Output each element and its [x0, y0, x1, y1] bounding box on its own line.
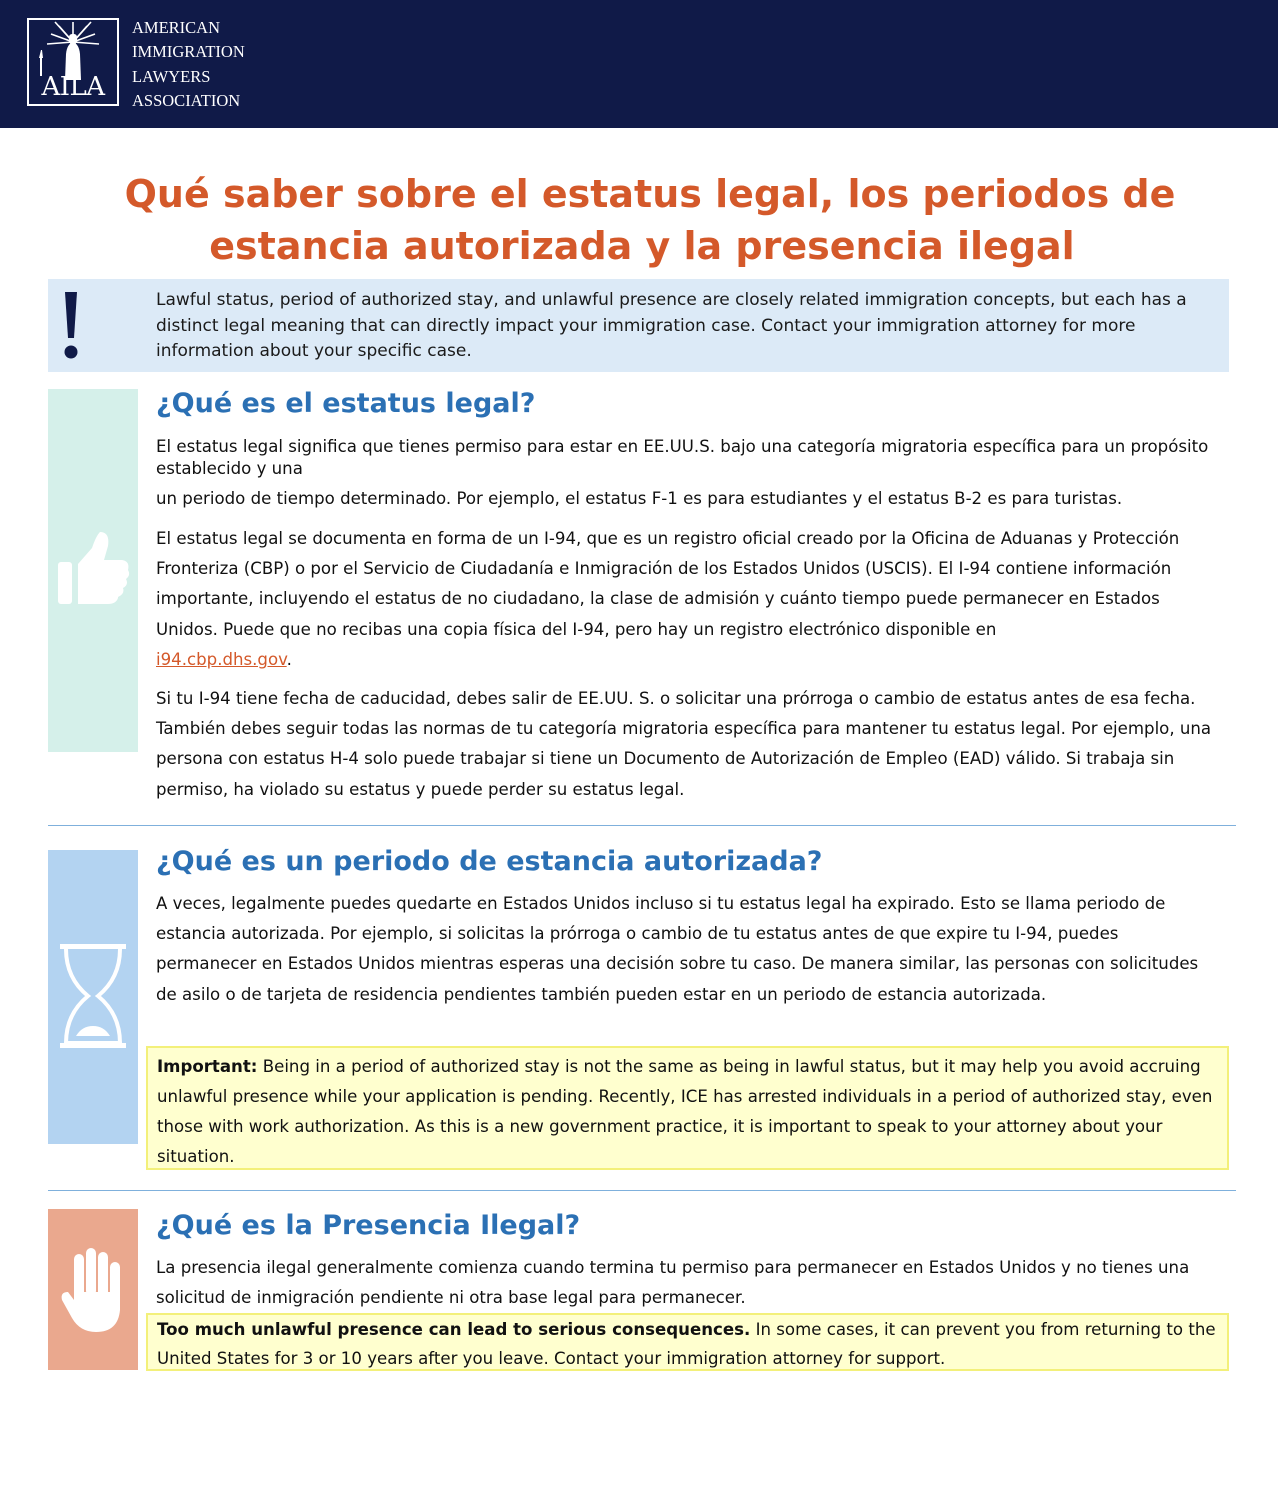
organization-name — [132, 16, 245, 113]
paragraph-authorized-stay: A veces, legalmente puedes quedarte en Estados Unidos incluso si tu estatus legal ha expirado. Esto se llama periodo de estancia autorizada. Por ejemplo, si solicitas la prórroga o cambio de tu estatus antes de que expire tu I-94, puedes permanecer en Estados Unidos mientras esperas una decisión sobre tu caso. De manera similar, las personas con solicitudes de asilo o de tarjeta de residencia pendientes también pueden estar en un periodo de estancia autorizada. — [156, 894, 1199, 1004]
notice-text: Lawful status, period of authorized stay, and unlawful presence are closely related immigration concepts, but each has a distinct legal meaning that can directly impact your immigration case. Contact your immigration attorney for more information about your specific case. — [156, 290, 1187, 361]
header-banner — [0, 0, 1278, 128]
statue-of-liberty-icon — [29, 20, 117, 80]
org-name-line: IMMIGRATION — [132, 42, 245, 62]
section-title-unlawful-presence: ¿Qué es la Presencia Ilegal? — [156, 1210, 581, 1241]
paragraph-text: El estatus legal se documenta en forma de un I-94, que es un registro oficial creado por la Oficina de Aduanas y Protección Fronteriza (CBP) o por el Servicio de Ciudadanía e Inmigración de los Estados Unidos (USCIS). El I-94 contiene información importante, incluyendo el estatus de no ciudadano, la clase de admisión y cuánto tiempo puede permanecer en Estados Unidos. Puede que no recibas una copia física del I-94, pero hay un registro electrónico disponible en — [156, 529, 1180, 639]
paragraph-legal-status-1a: El estatus legal significa que tienes permiso para estar en EE.UU.S. bajo una categoría migratoria específica para un propósito establecido y una — [156, 437, 1209, 478]
callout-text — [157, 1052, 1221, 1172]
hourglass-icon — [58, 942, 128, 1050]
paragraph-legal-status-1b: un periodo de tiempo determinado. Por ejemplo, el estatus F-1 es para estudiantes y el estatus B-2 es para turistas. — [156, 489, 1123, 508]
org-name-line: ASSOCIATION — [132, 90, 241, 110]
section-divider — [48, 825, 1236, 826]
org-name-line: AMERICAN — [132, 18, 221, 37]
thumbs-up-icon — [56, 530, 132, 608]
page-title-line-1: Qué saber sobre el estatus legal, los periodos de — [124, 172, 1176, 216]
paragraph-unlawful-presence: La presencia ilegal generalmente comienza cuando termina tu permiso para permanecer en Estados Unidos y no tienes una solicitud de inmigración pendiente ni otra base legal para permanecer. — [156, 1258, 1190, 1308]
raised-hand-icon — [60, 1248, 126, 1334]
section-title-authorized-stay: ¿Qué es un periodo de estancia autorizada? — [156, 846, 823, 877]
paragraph-legal-status-2 — [156, 524, 1222, 675]
callout-bold: Too much unlawful presence can lead to serious consequences. — [157, 1320, 751, 1339]
paragraph-text: . — [286, 649, 292, 669]
i94-link[interactable]: i94.cbp.dhs.gov — [156, 649, 287, 669]
exclamation-icon — [62, 290, 80, 362]
section-title-legal-status: ¿Qué es el estatus legal? — [156, 388, 536, 419]
callout-text — [157, 1315, 1221, 1373]
aila-logo[interactable] — [27, 18, 119, 106]
callout-body: In some cases, it can prevent you from returning to the United States for 3 or 10 years after you leave. Contact your immigration attorney for support. — [157, 1320, 1216, 1368]
page-title-line-2: estancia autorizada y la presencia ilegal — [209, 224, 1075, 268]
section-divider — [48, 1190, 1236, 1191]
consequences-callout — [146, 1313, 1229, 1371]
logo-text: AILA — [41, 72, 105, 102]
important-callout — [146, 1046, 1229, 1170]
callout-bold: Important: — [157, 1057, 258, 1076]
org-name-line: LAWYERS — [132, 66, 211, 86]
callout-body: Being in a period of authorized stay is not the same as being in lawful status, but it may help you avoid accruing unlawful presence while your application is pending. Recently, ICE has arrested individuals in a period of authorized stay, even those with work authorization. As this is a new government practice, it is important to speak to your attorney about your situation. — [157, 1057, 1213, 1166]
paragraph-legal-status-3: Si tu I-94 tiene fecha de caducidad, debes salir de EE.UU. S. o solicitar una prórroga o cambio de estatus antes de esa fecha. También debes seguir todas las normas de tu categoría migratoria específica para mantener tu estatus legal. Por ejemplo, una persona con estatus H-4 solo puede trabajar si tiene un Documento de Autorización de Empleo (EAD) válido. Si trabaja sin permiso, ha violado su estatus y puede perder su estatus legal. — [156, 689, 1212, 799]
